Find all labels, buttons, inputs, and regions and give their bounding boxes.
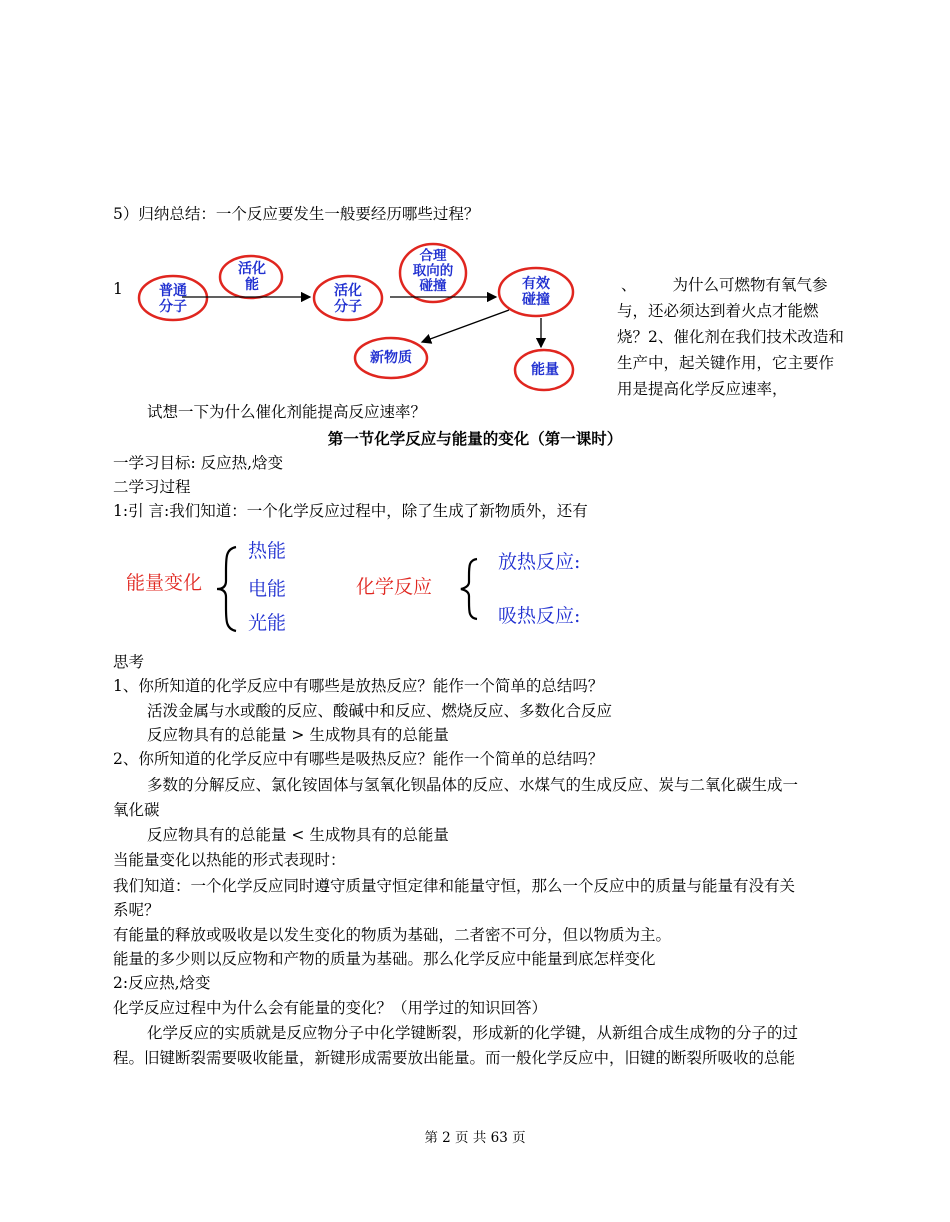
exothermic-item: 放热反应:: [498, 551, 581, 573]
energy-label: 能量: [531, 362, 559, 378]
endothermic-item: 吸热反应:: [498, 605, 581, 627]
answer-1-energy: 反应物具有的总能量 > 生成物具有的总能量: [147, 726, 449, 744]
page-title: 第一节化学反应与能量的变化（第一课时）: [327, 429, 623, 448]
side-q1: 为什么可燃物有氧气参与，还必须达到着火点才能燃烧？: [617, 276, 828, 346]
side-q2: 2、催化剂在我们技术改造和生产中，起关键作用，它主要作用是提高化学反应速率，: [617, 328, 844, 398]
new-substance-label: 新物质: [370, 350, 412, 366]
paragraph-essence-1: 化学反应的实质就是反应物分子中化学键断裂，形成新的化学键，从新组合成生成物的分子的过: [147, 1024, 799, 1042]
section-2-heading: 2:反应热,焓变: [113, 974, 211, 992]
proper-orientation-label: 合理 取向的 碰撞: [412, 248, 454, 294]
paragraph-conservation-1: 我们知道：一个化学反应同时遵守质量守恒定律和能量守恒，那么一个反应中的质量与能量有没有关: [113, 877, 796, 895]
right-brace: [457, 556, 483, 622]
answer-1: 活泼金属与水或酸的反应、酸碱中和反应、燃烧反应、多数化合反应: [147, 702, 613, 720]
paragraph-conservation-2: 系呢？: [113, 901, 160, 919]
question-1: 1、你所知道的化学反应中有哪些是放热反应？能作一个简单的总结吗？: [113, 677, 604, 695]
answer-2-line1: 多数的分解反应、氯化铵固体与氢氧化钡晶体的反应、水煤气的生成反应、炭与二氧化碳生成一: [147, 776, 799, 794]
heat-energy-item: 热能: [248, 540, 287, 562]
activated-molecule-label: 活化 分子: [334, 283, 362, 315]
section5-heading: 5）归纳总结：一个反应要发生一般要经历哪些过程？: [113, 205, 480, 223]
intro-text: 1:引 言:我们知道：一个化学反应过程中，除了生成了新物质外，还有: [113, 502, 588, 520]
answer-2-line2: 氧化碳: [113, 801, 160, 819]
learning-goals: 一学习目标: 反应热,焓变: [113, 454, 284, 472]
answer-2-energy: 反应物具有的总能量 < 生成物具有的总能量: [147, 826, 449, 844]
side-question-text: [617, 272, 849, 402]
paragraph-matter: 有能量的释放或吸收是以发生变化的物质为基础，二者密不可分，但以物质为主。: [113, 926, 672, 944]
side-q1-dash: 、: [621, 276, 637, 294]
catalyst-question: 试想一下为什么催化剂能提高反应速率？: [147, 403, 427, 421]
energy-change-label: 能量变化: [126, 572, 203, 594]
light-energy-item: 光能: [248, 612, 287, 634]
section5-number: 1: [113, 280, 123, 298]
electric-energy-item: 电能: [248, 578, 287, 600]
paragraph-essence-2: 程。旧键断裂需要吸收能量，新键形成需要放出能量。而一般化学反应中，旧键的断裂所吸收的总能: [113, 1049, 796, 1067]
activation-energy-label: 活化 能: [238, 261, 266, 293]
left-brace: [214, 543, 244, 635]
think-heading: 思考: [113, 653, 145, 671]
question-2: 2、你所知道的化学反应中有哪些是吸热反应？能作一个简单的总结吗？: [113, 750, 604, 768]
ordinary-molecule-label: 普通 分子: [159, 283, 187, 315]
chemical-reaction-label: 化学反应: [356, 576, 433, 598]
page-footer: 第 2 页 共 63 页: [424, 1130, 526, 1146]
paragraph-mass: 能量的多少则以反应物和产物的质量为基础。那么化学反应中能量到底怎样变化: [113, 950, 656, 968]
arrow-3: [422, 310, 509, 342]
paragraph-heat: 当能量变化以热能的形式表现时：: [113, 851, 346, 869]
effective-collision-label: 有效 碰撞: [522, 276, 550, 308]
paragraph-why: 化学反应过程中为什么会有能量的变化？（用学过的知识回答）: [113, 999, 548, 1017]
learning-process: 二学习过程: [113, 478, 191, 496]
